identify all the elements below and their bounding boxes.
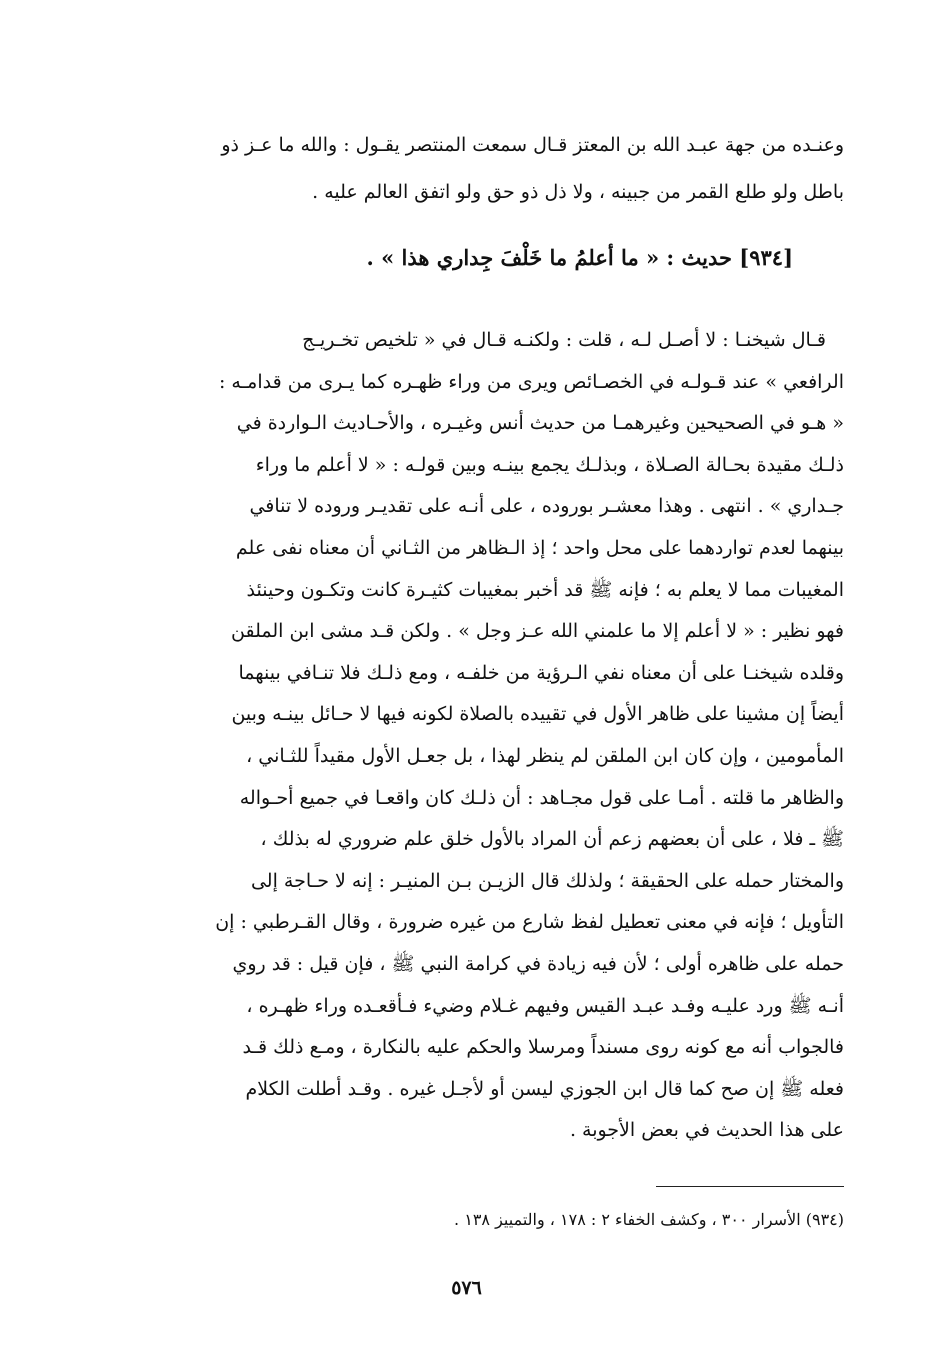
body-line: جـداري » . انتهى . وهذا معشـر بوروده ، على أنـه على تقديـر وروده لا تنافي: [249, 495, 844, 518]
commentary-paragraph: [128, 320, 844, 1152]
body-line: أنـه ﷺ ورد عليـه وفـد عبـد القيس وفيهم غـلام وضيء فـأقعـده وراء ظهـره ،: [246, 994, 844, 1017]
body-line: فالجواب أنه مع كونه روى مسنداً ومرسلا والحكم عليه بالنكارة ، ومـع ذلك قـد: [242, 1036, 844, 1059]
body-line: قـال شيخنـا : لا أصـل لـه ، قلت : ولكنـه قـال في « تلخيص تخـريـج: [302, 329, 826, 351]
body-line: على هذا الحديث في بعض الأجوبة .: [569, 1119, 844, 1142]
footnote-divider: [656, 1186, 844, 1187]
body-line: التأويل ؛ فإنه في معنى تعطيل لفظ شارع من غيره ضرورة ، وقال القـرطبي : إن: [215, 911, 844, 934]
page-number: ٥٧٦: [451, 1277, 482, 1299]
intro-line: باطل ولو طلع القمر من جبينه ، ولا ذل ذو حق ولو اتفق العالم عليه .: [312, 181, 844, 203]
body-line: الرافعي » عند قـولـه في الخصـائص ويرى من وراء ظهـره كما يـرى من قدامـه :: [218, 370, 844, 393]
body-line: المغيبات مما لا يعلم به ؛ فإنه ﷺ قد أخبر بمغيبات كثيـرة كانت وتكـون وحينئذ: [246, 578, 844, 601]
body-line: ذلـك مقيدة بحـالة الصـلاة ، وبذلـك يجمع بينـه وبين قولـه : « لا أعلم ما وراء: [255, 453, 844, 476]
body-line: المأمومين ، وإن كان ابن الملقن لم ينظر لهذا ، بل جعـل الأول مقيداً للثـاني ،: [246, 744, 844, 767]
body-line: والمختار حمله على الحقيقة ؛ ولذلك قال الزيـن بـن المنيـر : إنه لا حـاجة إلى: [250, 869, 844, 892]
intro-paragraph: [128, 122, 844, 216]
body-line: « هـو في الصحيحين وغيرهمـا من حديث أنس وغيـره ، والأحـاديث الـواردة في: [236, 412, 844, 435]
body-line: فعله ﷺ إن صح كما قال ابن الجوزي ليسن أو لأجـل غيره . وقـد أطلت الكلام: [245, 1077, 844, 1100]
body-line: حمله على ظاهره أولى ؛ لأن فيه زيادة في كرامة النبي ﷺ ، فإن قيل : قد روي: [232, 952, 844, 975]
body-line: بينهما لعدم تواردهما على محل واحد ؛ إذ الـظاهر من الثـاني أن معناه نفى علم: [235, 536, 844, 559]
body-line: ﷺ ـ فلا ، على أن بعضهم زعم أن المراد بالأول خلق علم ضروري له بذلك ،: [260, 828, 844, 851]
body-line: فهو نظير : « لا أعلم إلا ما علمني الله عـز وجل » . ولكن قـد مشى ابن الملقن: [231, 620, 844, 643]
body-line: وقلده شيخنـا على أن معناه نفي الـرؤية من خلفـه ، ومع ذلـك فلا تنـافي بينهما: [238, 661, 844, 684]
hadith-heading: [٩٣٤] حديث : « ما أعلمُ ما خَلْفَ جِداري هذا » .: [366, 245, 793, 270]
body-line: أيضاً إن مشينا على ظاهر الأول في تقييده بالصلاة لكونه فيها لا حـائل بينـه وبين: [231, 703, 844, 726]
body-line: والظاهر ما قلته . أمـا على قول مجـاهد : أن ذلـك كان واقعـا في جميع أحـواله: [239, 786, 844, 809]
intro-line: وعنـده من جهة عبـد الله بن المعتز قـال سمعت المنتصر يقـول : والله ما عـز ذو: [221, 134, 844, 156]
footnote: (٩٣٤) الأسرار ٣٠٠ ، وكشف الخفاء ٢ : ١٧٨ ، والتمييز ١٣٨ .: [454, 1210, 844, 1229]
